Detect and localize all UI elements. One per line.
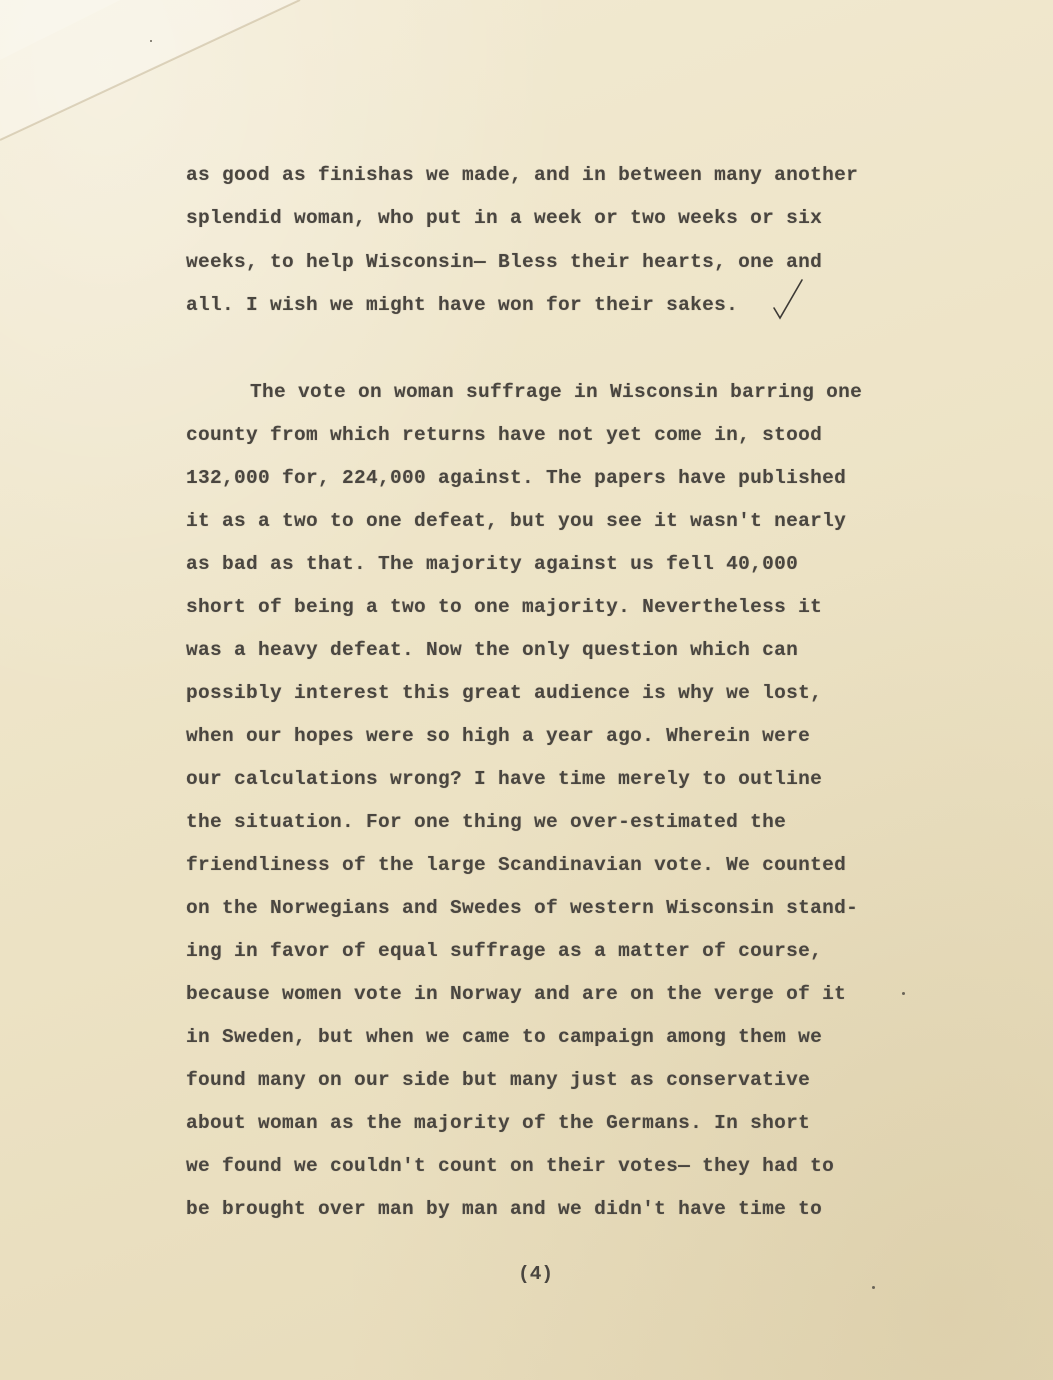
text-line: weeks, to help Wisconsin— Bless their hearts, one and [186,251,823,273]
text-line: on the Norwegians and Swedes of western Wisconsin stand- [186,897,859,919]
text-line: 132,000 for, 224,000 against. The papers have published [186,467,847,489]
text-line: county from which returns have not yet come in, stood [186,424,823,446]
text-line: when our hopes were so high a year ago. Wherein were [186,725,811,747]
page-number: (4) [518,1263,554,1285]
text-line: it as a two to one defeat, but you see it wasn't nearly [186,510,847,532]
text-line: as bad as that. The majority against us fell 40,000 [186,553,799,575]
text-line: The vote on woman suffrage in Wisconsin barring one [250,381,863,403]
text-line: was a heavy defeat. Now the only question which can [186,639,799,661]
text-line: ing in favor of equal suffrage as a matter of course, [186,940,823,962]
text-line: we found we couldn't count on their votes— they had to [186,1155,835,1177]
ink-speck [902,992,905,995]
text-line: friendliness of the large Scandinavian vote. We counted [186,854,847,876]
text-line: possibly interest this great audience is why we lost, [186,682,823,704]
handwritten-check-mark [768,278,808,322]
ink-speck [872,1286,875,1289]
text-line: our calculations wrong? I have time merely to outline [186,768,823,790]
ink-speck [150,40,152,42]
text-line: in Sweden, but when we came to campaign among them we [186,1026,823,1048]
text-line: splendid woman, who put in a week or two weeks or six [186,207,823,229]
text-line: about woman as the majority of the Germans. In short [186,1112,811,1134]
text-line: as good as finishas we made, and in between many another [186,164,859,186]
text-line: the situation. For one thing we over-estimated the [186,811,787,833]
text-line: all. I wish we might have won for their sakes. [186,294,739,316]
text-line: be brought over man by man and we didn't have time to [186,1198,823,1220]
text-line: found many on our side but many just as conservative [186,1069,811,1091]
text-line: because women vote in Norway and are on the verge of it [186,983,847,1005]
text-line: short of being a two to one majority. Nevertheless it [186,596,823,618]
